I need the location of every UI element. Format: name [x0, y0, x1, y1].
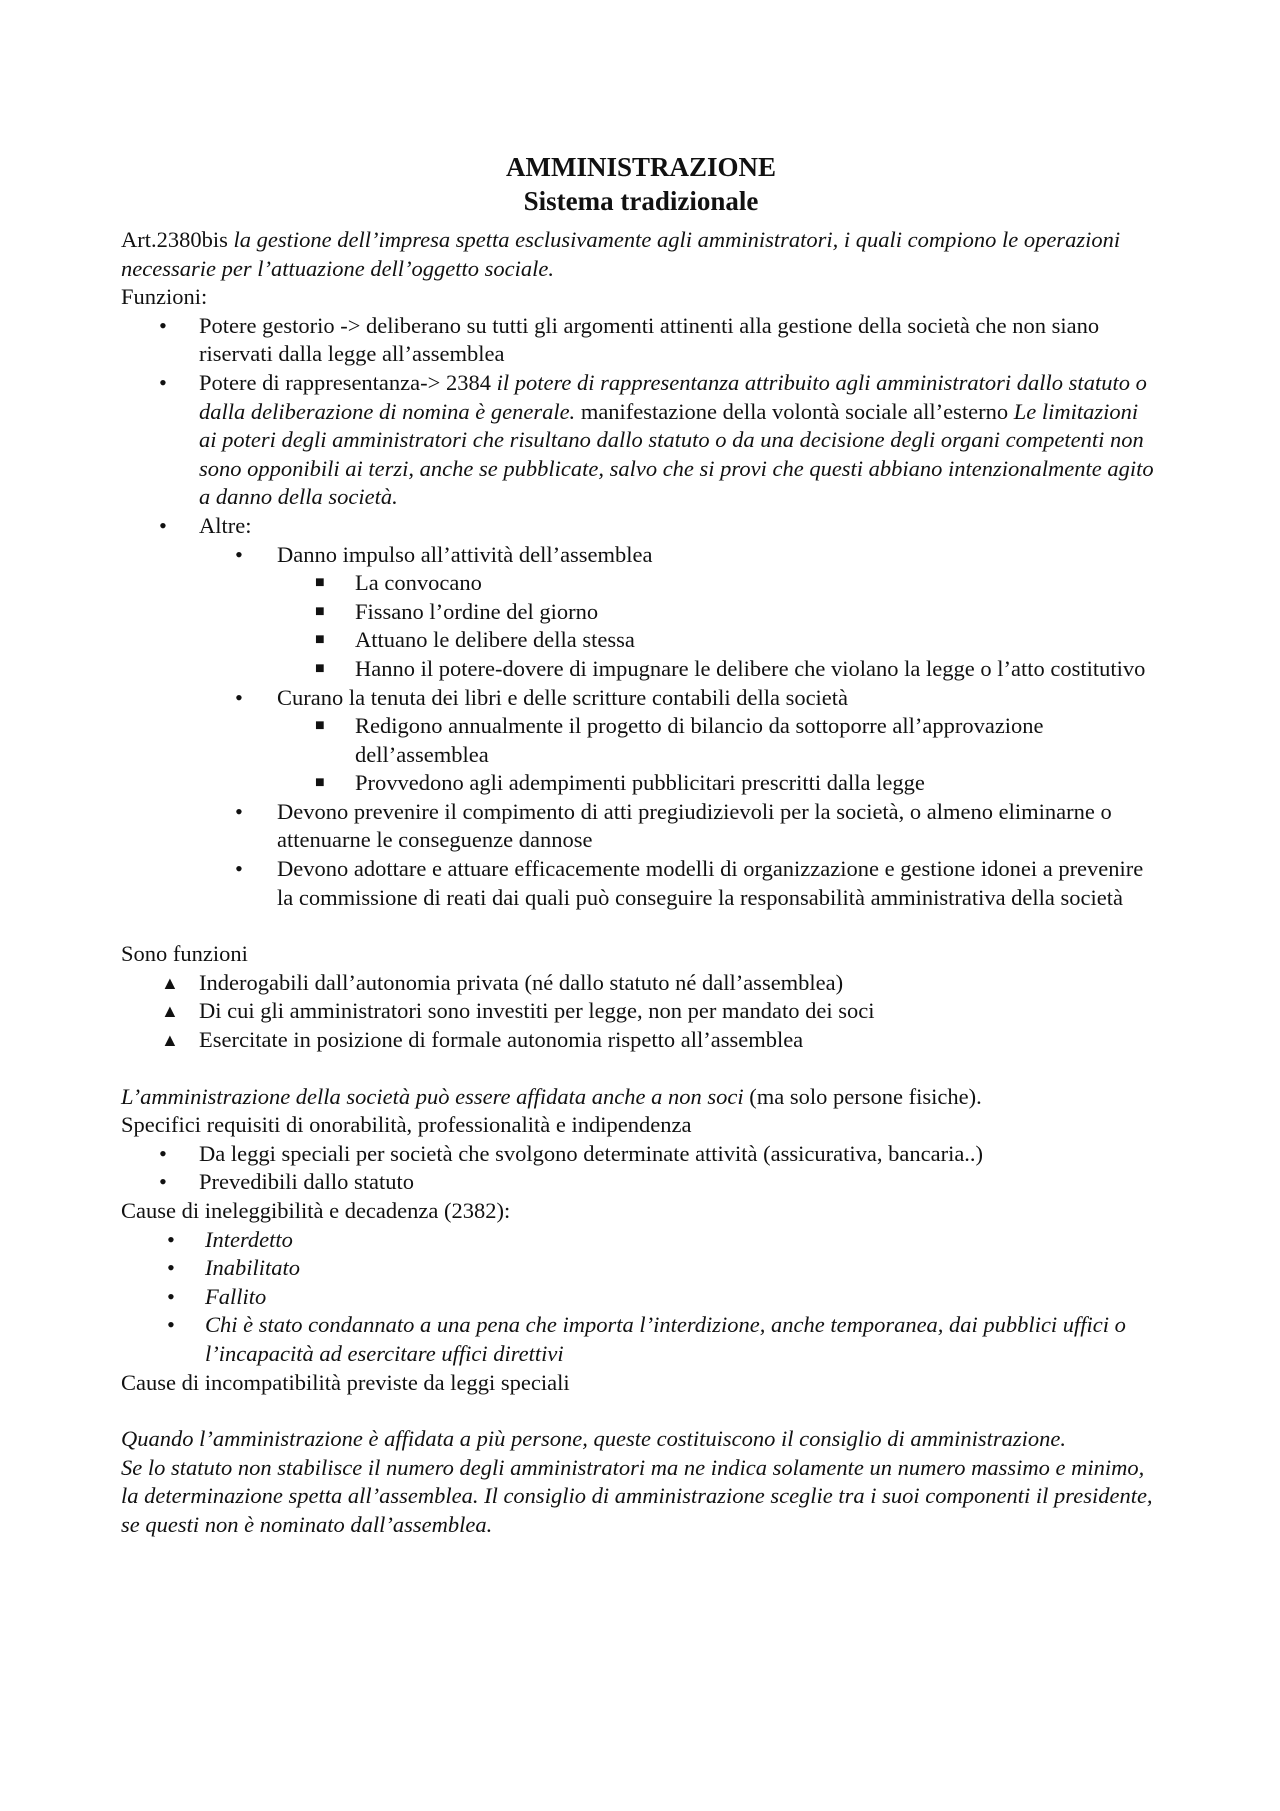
- list-item: [277, 569, 1161, 598]
- requisiti-label: Specifici requisiti di onorabilità, professionalità e indipendenza: [121, 1112, 692, 1138]
- list-item: [121, 312, 1161, 369]
- altre-list: [199, 541, 1161, 913]
- list-item-text: Esercitate in posizione di formale autonomia rispetto all’assemblea: [199, 1027, 804, 1053]
- bullet-icon: •: [159, 512, 167, 538]
- document-page: [121, 150, 1161, 1540]
- list-item: [121, 369, 1161, 512]
- bullet-icon: •: [235, 684, 243, 710]
- list-item: [121, 1140, 1161, 1169]
- sono-funzioni-list: [121, 969, 1161, 1055]
- page-title: AMMINISTRAZIONE: [505, 152, 777, 182]
- triangle-bullet-icon: ▲: [161, 1030, 179, 1051]
- bullet-icon: •: [167, 1312, 175, 1338]
- list-item-text: Potere gestorio -> deliberano su tutti gli argomenti attinenti alla gestione della società che non siano riservati dalla legge all’assemblea: [199, 312, 1100, 367]
- list-item: [277, 626, 1161, 655]
- square-bullet-icon: ■: [315, 631, 325, 649]
- triangle-bullet-icon: ▲: [161, 972, 179, 993]
- list-item-text: Provvedono agli adempimenti pubblicitari prescritti dalla legge: [355, 770, 925, 796]
- list-item: [199, 798, 1161, 855]
- square-bullet-icon: ■: [315, 659, 325, 677]
- list-item: [121, 1168, 1161, 1197]
- list-item: [121, 1283, 1161, 1312]
- list-item-text: Altre:: [199, 512, 252, 538]
- square-bullet-icon: ■: [315, 774, 325, 792]
- list-item: [277, 769, 1161, 798]
- square-bullet-icon: ■: [315, 602, 325, 620]
- list-item: [121, 969, 1161, 998]
- list-item-text: Inabilitato: [205, 1255, 300, 1281]
- bullet-icon: •: [167, 1255, 175, 1281]
- list-item-text: Danno impulso all’attività dell’assemblea: [277, 541, 653, 567]
- bullet-icon: •: [159, 369, 167, 395]
- bullet-icon: •: [235, 541, 243, 567]
- list-item: [121, 1226, 1161, 1255]
- libri-list: [277, 712, 1161, 798]
- triangle-bullet-icon: ▲: [161, 1001, 179, 1022]
- list-item: [121, 997, 1161, 1026]
- article-ref: Art.2380bis: [121, 227, 234, 252]
- bullet-icon: •: [235, 798, 243, 824]
- list-item: [121, 1026, 1161, 1055]
- list-item: [199, 684, 1161, 798]
- sono-funzioni-label: Sono funzioni: [121, 941, 248, 967]
- list-item-text: La convocano: [355, 570, 482, 596]
- list-item-quote: Le limitazioni ai poteri degli amministratori che risultano dallo statuto o da una decisione degli organi competenti non sono opponibili ai terzi, anche se pubblicate, salvo che si provi che questi abbiano intenzionalmente agito a danno della società.: [199, 398, 1154, 510]
- bullet-icon: •: [167, 1283, 175, 1309]
- consiglio-paragraph-1: [121, 1425, 1161, 1454]
- requisiti-list: [121, 1140, 1161, 1197]
- article-end: .: [548, 255, 555, 281]
- bullet-icon: •: [159, 1140, 167, 1166]
- list-item-text: Fissano l’ordine del giorno: [355, 598, 599, 624]
- list-item-text: Devono adottare e attuare efficacemente modelli di organizzazione e gestione idonei a prevenire la commissione di reati dai quali può conseguire la responsabilità amministrativa della società: [277, 856, 1144, 910]
- affidata-rest: (ma solo persone fisiche).: [743, 1083, 982, 1109]
- list-item: [277, 598, 1161, 627]
- list-item-text: Potere di rappresentanza-> 2384: [199, 369, 497, 395]
- impulso-list: [277, 569, 1161, 683]
- affidata-italic: L’amministrazione della società può essere affidata anche a non soci: [121, 1083, 744, 1109]
- list-item-text: Chi è stato condannato a una pena che importa l’interdizione, anche temporanea, dai pubblici uffici o l’incapacità ad esercitare uffici direttivi: [205, 1312, 1126, 1366]
- list-item: [121, 512, 1161, 912]
- list-item-text: Interdetto: [205, 1226, 293, 1252]
- list-item-text: Devono prevenire il compimento di atti pregiudizievoli per la società, o almeno eliminarne o attenuarne le conseguenze dannose: [277, 798, 1112, 853]
- affidata-paragraph: [121, 1083, 1161, 1112]
- list-item: [121, 1254, 1161, 1283]
- funzioni-label: Funzioni:: [121, 284, 208, 310]
- funzioni-list: [121, 312, 1161, 912]
- list-item: [199, 855, 1161, 912]
- list-item-text: Curano la tenuta dei libri e delle scritture contabili della società: [277, 684, 849, 710]
- article-text: la gestione dell’impresa spetta esclusivamente agli amministratori, i quali compiono le operazioni necessarie per l’attuazione dell’oggetto sociale: [121, 227, 1121, 281]
- cause-list: [121, 1226, 1161, 1369]
- list-item-text: Attuano le delibere della stessa: [355, 627, 635, 653]
- bullet-icon: •: [167, 1226, 175, 1252]
- list-item: [121, 1311, 1161, 1368]
- bullet-icon: •: [235, 856, 243, 882]
- list-item-text: Redigono annualmente il progetto di bilancio da sottoporre all’approvazione dell’assemblea: [355, 713, 1044, 767]
- consiglio-text-2: Se lo statuto non stabilisce il numero degli amministratori ma ne indica solamente un numero massimo e minimo, la determinazione spetta all’assemblea. Il consiglio di amministrazione sceglie tra i suoi componenti il presidente, se questi non è nominato dall’assemblea.: [121, 1454, 1153, 1537]
- square-bullet-icon: ■: [315, 717, 325, 735]
- list-item-text: Hanno il potere-dovere di impugnare le delibere che violano la legge o l’atto costitutivo: [355, 655, 1146, 681]
- list-item-text: Fallito: [205, 1283, 267, 1309]
- page-subtitle: Sistema tradizionale: [523, 186, 759, 216]
- cause-ineleggibilita-label: Cause di ineleggibilità e decadenza (2382):: [121, 1198, 511, 1223]
- list-item-text: Da leggi speciali per società che svolgono determinate attività (assicurativa, bancaria..): [199, 1140, 984, 1166]
- list-item: [277, 712, 1161, 769]
- list-item: [199, 541, 1161, 684]
- list-item-text: manifestazione della volontà sociale all’esterno: [575, 398, 1014, 424]
- list-item: [277, 655, 1161, 684]
- list-item-text: Inderogabili dall’autonomia privata (né dallo statuto né dall’assemblea): [199, 969, 844, 995]
- intro-paragraph: [121, 226, 1161, 283]
- list-item-quote: il potere di rappresentanza attribuito agli amministratori dallo statuto o dalla deliberazione di nomina è generale.: [199, 369, 1147, 424]
- square-bullet-icon: ■: [315, 574, 325, 592]
- cause-incompatibilita-label: Cause di incompatibilità previste da leggi speciali: [121, 1369, 570, 1395]
- consiglio-text-1: Quando l’amministrazione è affidata a più persone, queste costituiscono il consiglio di amministrazione.: [121, 1426, 1066, 1452]
- list-item-text: Di cui gli amministratori sono investiti per legge, non per mandato dei soci: [199, 998, 875, 1024]
- bullet-icon: •: [159, 312, 167, 338]
- list-item-text: Prevedibili dallo statuto: [199, 1169, 414, 1195]
- bullet-icon: •: [159, 1169, 167, 1195]
- consiglio-paragraph-2: [121, 1454, 1161, 1540]
